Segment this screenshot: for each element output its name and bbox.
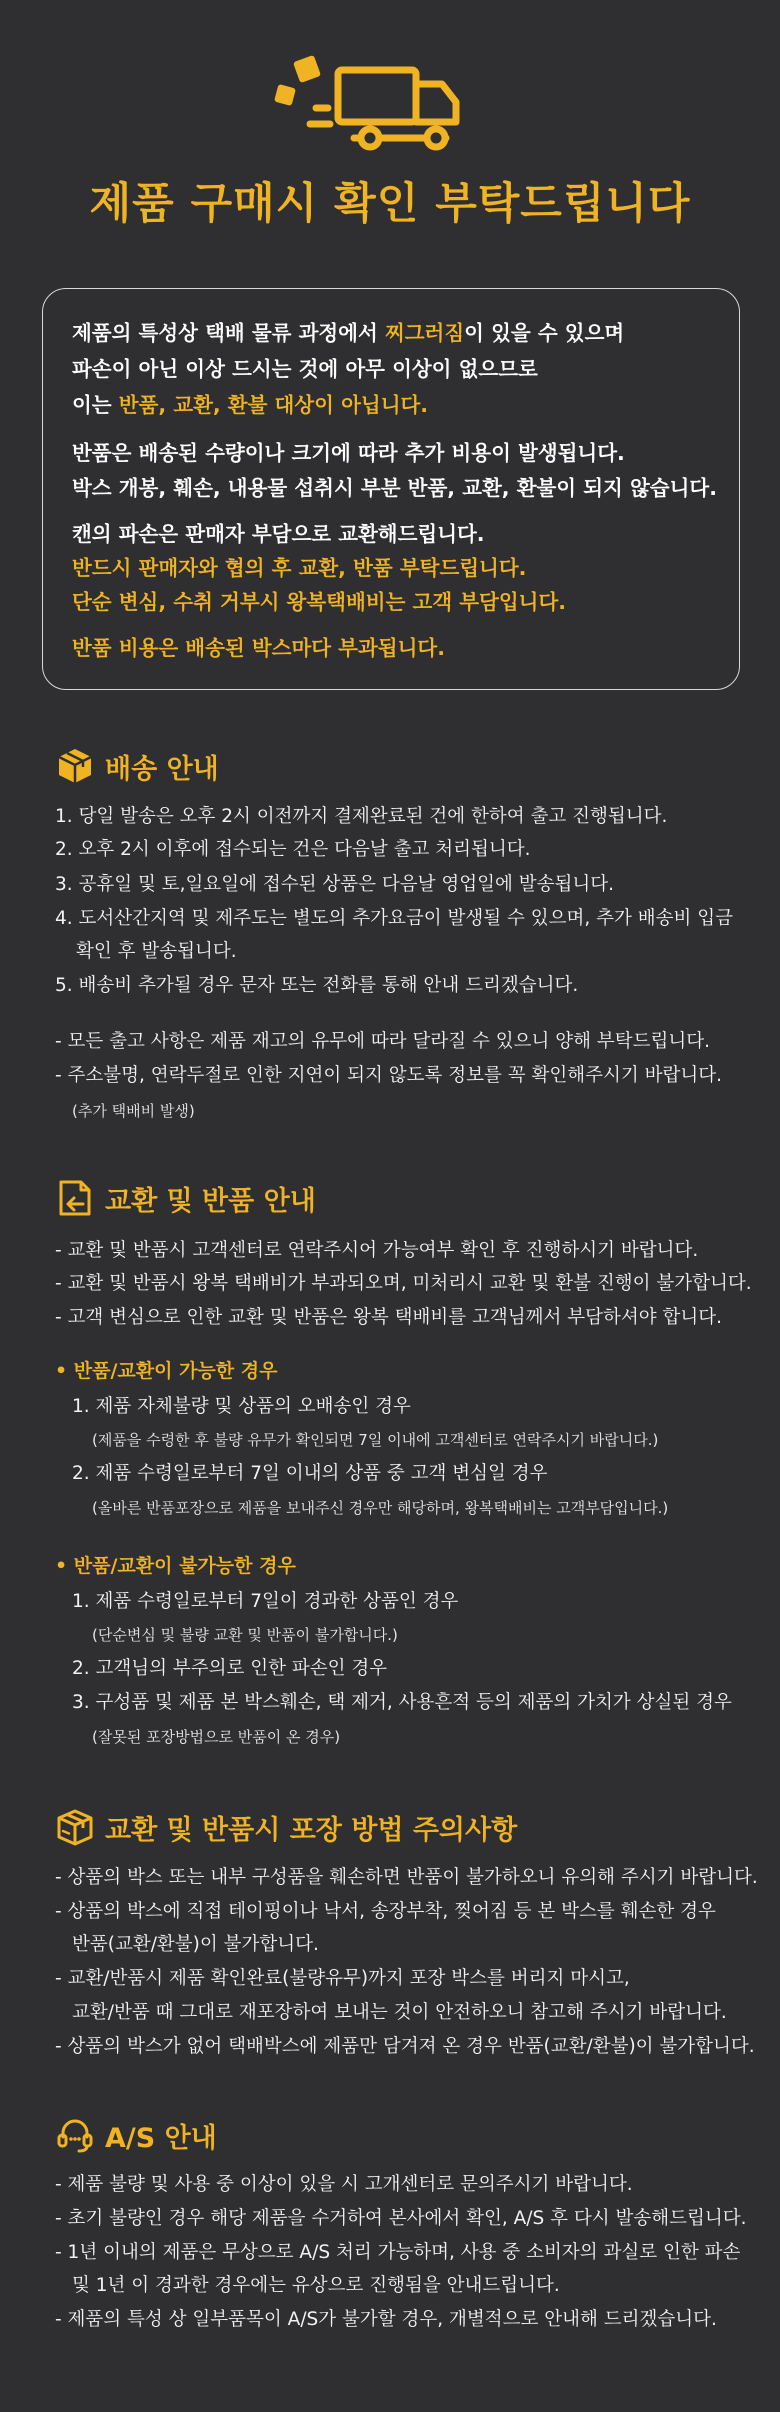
list-item: 4. 도서산간지역 및 제주도는 별도의 추가요금이 발생될 수 있으며, 추가 배송비 입금	[55, 908, 733, 929]
list-item: - 제품의 특성 상 일부품목이 A/S가 불가할 경우, 개별적으로 안내해 드리겠습니다.	[55, 2309, 717, 2330]
notice-line: 캔의 파손은 판매자 부담으로 교환해드립니다.	[72, 522, 485, 546]
headset-icon	[55, 2115, 95, 2155]
notice-line: 반드시 판매자와 협의 후 교환, 반품 부탁드립니다.	[72, 556, 527, 580]
notice-line: 이는 반품, 교환, 환불 대상이 아닙니다.	[72, 393, 429, 417]
list-item: - 제품 불량 및 사용 중 이상이 있을 시 고개센터로 문의주시기 바랍니다.	[55, 2174, 633, 2195]
impossible-subtitle: • 반품/교환이 불가능한 경우	[55, 1555, 296, 1577]
list-note: (잘못된 포장방법으로 반품이 온 경우)	[92, 1728, 341, 1746]
as-title: A/S 안내	[105, 2122, 217, 2154]
list-note: (올바른 반품포장으로 제품을 보내주신 경우만 해당하며, 왕복택배비는 고객부담입니다.)	[92, 1499, 669, 1517]
possible-subtitle: • 반품/교환이 가능한 경우	[55, 1360, 278, 1382]
shipping-title: 배송 안내	[105, 753, 219, 785]
list-item: 3. 구성품 및 제품 본 박스훼손, 택 제거, 사용흔적 등의 제품의 가치가 상실된 경우	[72, 1692, 732, 1713]
packing-section-header	[55, 1807, 517, 1847]
page-title: 제품 구매시 확인 부탁드립니다	[89, 179, 691, 229]
exchange-title: 교환 및 반품 안내	[105, 1185, 316, 1217]
list-item: 1. 당일 발송은 오후 2시 이전까지 결제완료된 건에 한하여 출고 진행됩니다.	[55, 806, 668, 827]
list-item: - 상품의 박스 또는 내부 구성품을 훼손하면 반품이 불가하오니 유의해 주시기 바랍니다.	[55, 1867, 758, 1888]
return-document-icon	[55, 1178, 95, 1218]
list-item: - 1년 이내의 제품은 무상으로 A/S 처리 가능하며, 사용 중 소비자의 과실로 인한 파손	[55, 2242, 741, 2263]
as-section-header	[55, 2115, 217, 2155]
list-item: 1. 제품 수령일로부터 7일이 경과한 상품인 경우	[72, 1591, 459, 1612]
list-item: - 교환/반품시 제품 확인완료(불량유무)까지 포장 박스를 버리지 마시고,	[55, 1968, 630, 1989]
list-item: 1. 제품 자체불량 및 상품의 오배송인 경우	[72, 1396, 411, 1417]
list-item: - 모든 출고 사항은 제품 재고의 유무에 따라 달라질 수 있으니 양해 부탁드립니다.	[55, 1031, 710, 1052]
packing-title: 교환 및 반품시 포장 방법 주의사항	[105, 1814, 518, 1846]
list-item: 2. 고객님의 부주의로 인한 파손인 경우	[72, 1658, 388, 1679]
list-item: 및 1년 이 경과한 경우에는 유상으로 진행됨을 안내드립니다.	[72, 2275, 560, 2296]
notice-line: 단순 변심, 수취 거부시 왕복택배비는 고객 부담입니다.	[72, 590, 567, 614]
list-item: 교환/반품 때 그대로 재포장하여 보내는 것이 안전하오니 참고해 주시기 바랍니다.	[72, 2002, 727, 2023]
shipping-section-header	[55, 746, 219, 786]
list-item: - 상품의 박스에 직접 테이핑이나 낙서, 송장부착, 찢어짐 등 본 박스를 훼손한 경우	[55, 1901, 716, 1922]
list-item: 2. 오후 2시 이후에 접수되는 건은 다음날 출고 처리됩니다.	[55, 839, 531, 860]
package-box-icon	[55, 1807, 95, 1847]
notice-line: 반품은 배송된 수량이나 크기에 따라 추가 비용이 발생됩니다.	[72, 441, 625, 465]
box-icon	[55, 746, 95, 786]
list-note: (추가 택배비 발생)	[72, 1102, 195, 1120]
notice-line: 박스 개봉, 훼손, 내용물 섭취시 부분 반품, 교환, 환불이 되지 않습니다.	[72, 476, 717, 500]
list-item: - 주소불명, 연락두절로 인한 지연이 되지 않도록 정보를 꼭 확인해주시기 바랍니다.	[55, 1065, 722, 1086]
notice-line: 파손이 아닌 이상 드시는 것에 아무 이상이 없으므로	[72, 357, 538, 381]
list-item: 5. 배송비 추가될 경우 문자 또는 전화를 통해 안내 드리겠습니다.	[55, 975, 579, 996]
list-item: - 고객 변심으로 인한 교환 및 반품은 왕복 택배비를 고객님께서 부담하셔야 합니다.	[55, 1307, 722, 1328]
list-item: - 상품의 박스가 없어 택배박스에 제품만 담겨져 온 경우 반품(교환/환불)이 불가합니다.	[55, 2036, 755, 2057]
list-note: (제품을 수령한 후 불량 유무가 확인되면 7일 이내에 고객센터로 연락주시기 바랍니다.)	[92, 1431, 659, 1449]
list-item: 2. 제품 수령일로부터 7일 이내의 상품 중 고객 변심일 경우	[72, 1463, 548, 1484]
delivery-truck-icon	[270, 52, 470, 152]
exchange-section-header	[55, 1178, 316, 1218]
list-item: 확인 후 발송됩니다.	[76, 941, 237, 962]
list-item: 3. 공휴일 및 토,일요일에 접수된 상품은 다음날 영업일에 발송됩니다.	[55, 874, 614, 895]
list-item: - 교환 및 반품시 고객센터로 연락주시어 가능여부 확인 후 진행하시기 바랍니다.	[55, 1240, 699, 1261]
list-item: - 초기 불량인 경우 해당 제품을 수거하여 본사에서 확인, A/S 후 다시 발송해드립니다.	[55, 2208, 747, 2229]
notice-line: 제품의 특성상 택배 물류 과정에서 찌그러짐이 있을 수 있으며	[72, 321, 625, 345]
list-note: (단순변심 및 불량 교환 및 반품이 불가합니다.)	[92, 1626, 398, 1644]
list-item: 반품(교환/환불)이 불가합니다.	[72, 1934, 319, 1955]
list-item: - 교환 및 반품시 왕복 택배비가 부과되오며, 미처리시 교환 및 환불 진행이 불가합니다.	[55, 1273, 752, 1294]
notice-line: 반품 비용은 배송된 박스마다 부과됩니다.	[72, 636, 445, 660]
